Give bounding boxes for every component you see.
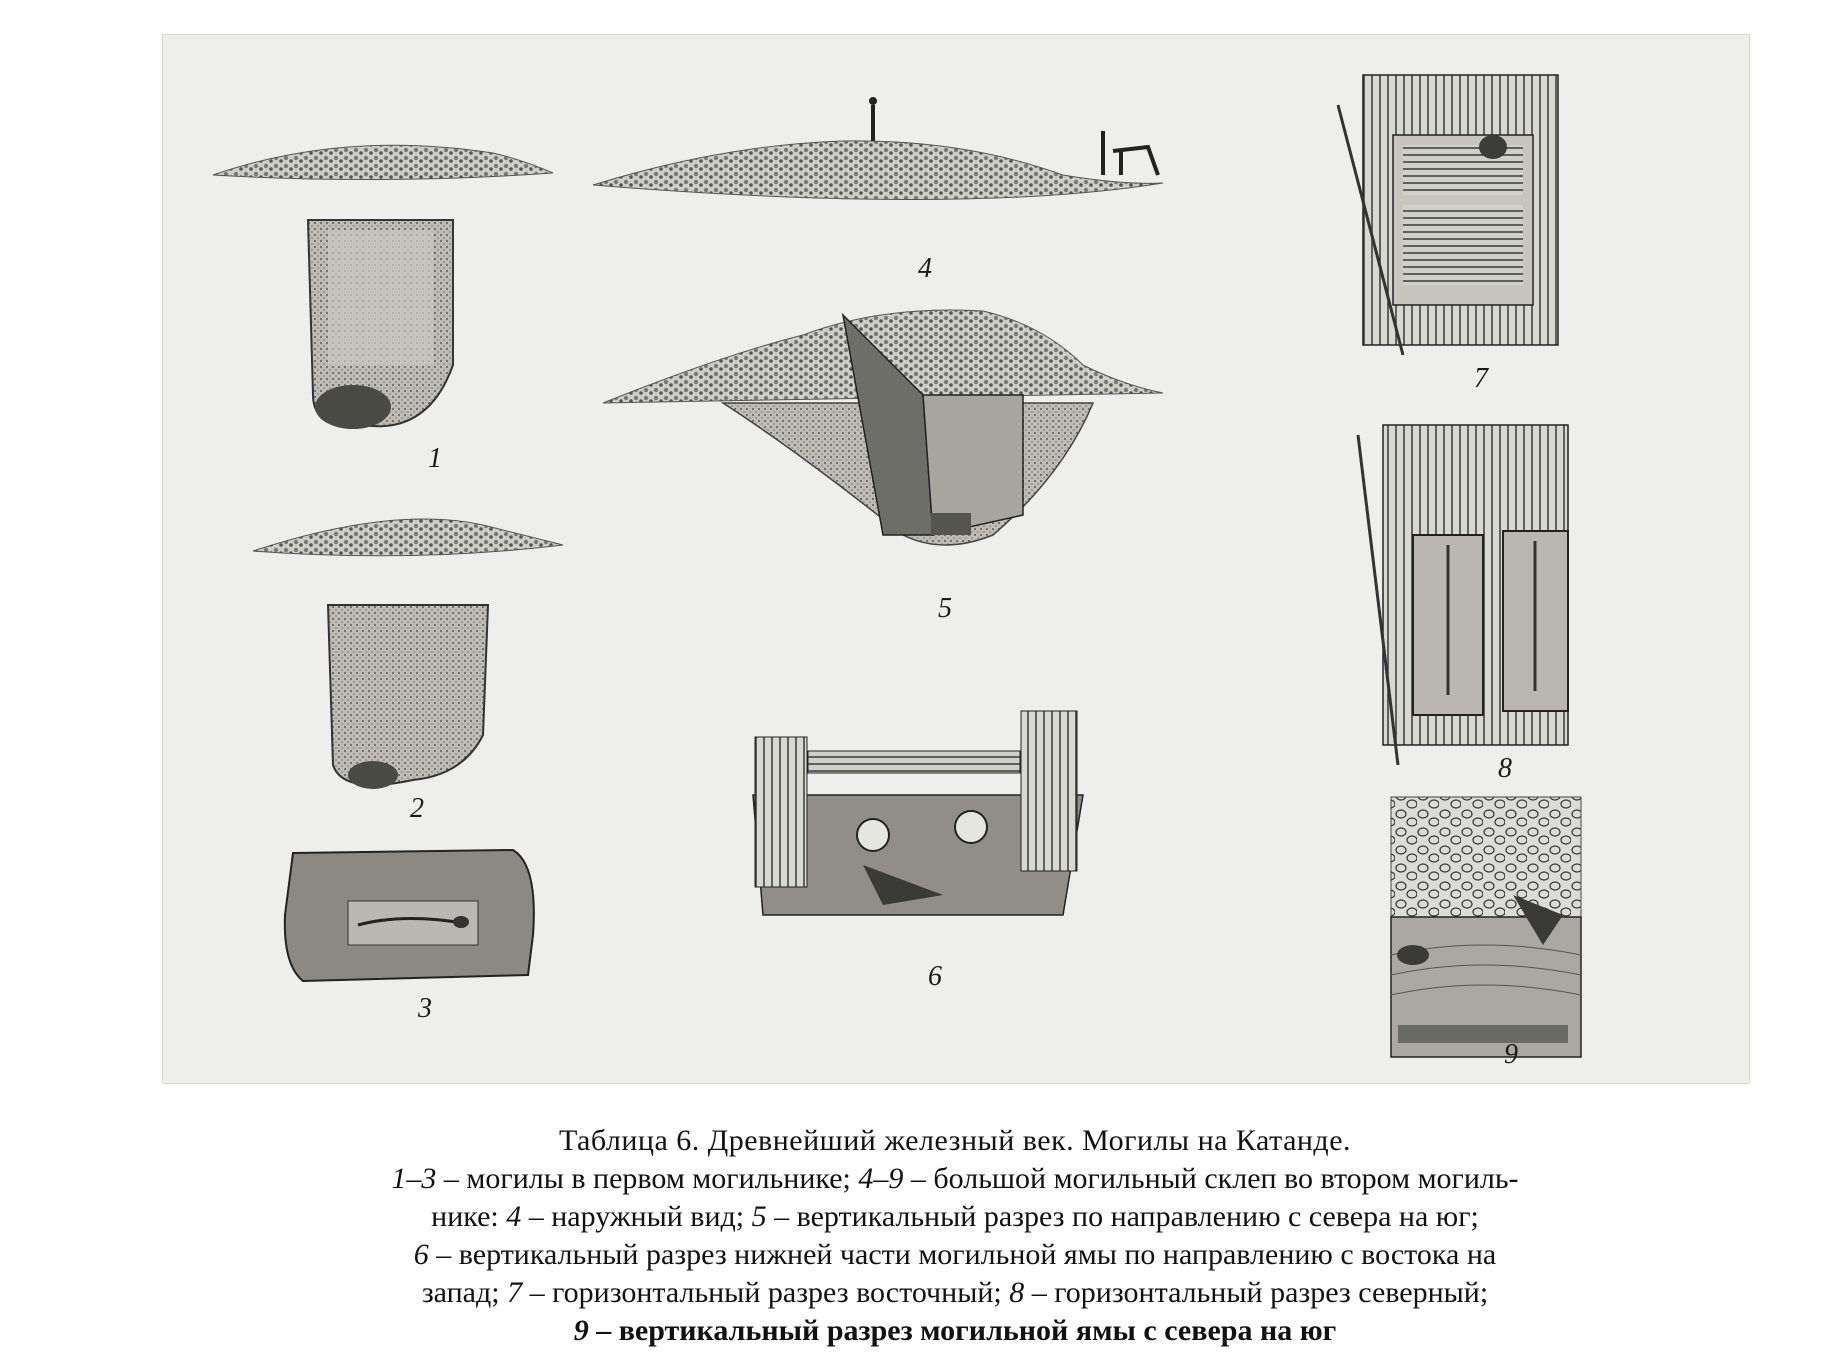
- figure-6-drawing: [753, 711, 1083, 915]
- caption-text: – горизонтальный разрез восточный;: [522, 1276, 1010, 1309]
- caption-ref-6: 6: [413, 1238, 429, 1271]
- caption-ref-5: 5: [751, 1200, 767, 1233]
- figure-4-drawing: [593, 97, 1163, 200]
- figure-1-drawing: [213, 145, 553, 429]
- figure-5-drawing: [603, 310, 1163, 545]
- figure-2-drawing: [253, 519, 563, 789]
- caption-text: нике:: [431, 1200, 507, 1233]
- caption-line-5: [120, 1274, 1790, 1312]
- caption-ref-4: 4: [506, 1200, 522, 1233]
- figure-number-7: 7: [1474, 363, 1488, 394]
- caption-title: Таблица 6. Древнейший железный век. Могилы на Катанде.: [558, 1124, 1352, 1157]
- plate-drawings: [163, 35, 1749, 1083]
- caption-ref-1-3: 1–3: [391, 1162, 437, 1195]
- caption-line-4: [120, 1236, 1790, 1274]
- caption-text: – вертикальный разрез по направлению с севера на юг;: [766, 1200, 1479, 1233]
- figure-number-8: 8: [1498, 753, 1512, 784]
- caption-text: – могилы в первом могильнике;: [436, 1162, 859, 1195]
- caption-text: – наружный вид;: [521, 1200, 752, 1233]
- caption-ref-4-9: 4–9: [858, 1162, 904, 1195]
- figure-number-1: 1: [428, 443, 442, 474]
- caption-ref-8: 8: [1009, 1276, 1025, 1309]
- plate-caption: [120, 1122, 1790, 1350]
- caption-line-2: [120, 1160, 1790, 1198]
- figure-9-drawing: [1391, 797, 1581, 1057]
- figure-number-2: 2: [410, 793, 424, 824]
- caption-text: запад;: [421, 1276, 508, 1309]
- figure-number-6: 6: [928, 961, 942, 992]
- caption-ref-7: 7: [507, 1276, 523, 1309]
- illustration-plate: [162, 34, 1750, 1084]
- figure-7-drawing: [1338, 75, 1558, 355]
- figure-3-drawing: [285, 850, 534, 981]
- caption-text: – вертикальный разрез нижней части могильной ямы по направлению с востока на: [428, 1238, 1497, 1271]
- figure-number-5: 5: [938, 593, 952, 624]
- caption-line-6: [120, 1312, 1790, 1350]
- caption-text: – горизонтальный разрез северный;: [1024, 1276, 1489, 1309]
- caption-ref-9: 9: [573, 1314, 589, 1347]
- figure-number-9: 9: [1504, 1039, 1518, 1070]
- caption-text: – большой могильный склеп во втором могиль-: [903, 1162, 1519, 1195]
- caption-text: – вертикальный разрез могильной ямы с севера на юг: [588, 1314, 1337, 1347]
- figure-number-4: 4: [918, 253, 932, 284]
- caption-line-3: [120, 1198, 1790, 1236]
- figure-8-drawing: [1358, 425, 1568, 765]
- figure-number-3: 3: [418, 993, 432, 1024]
